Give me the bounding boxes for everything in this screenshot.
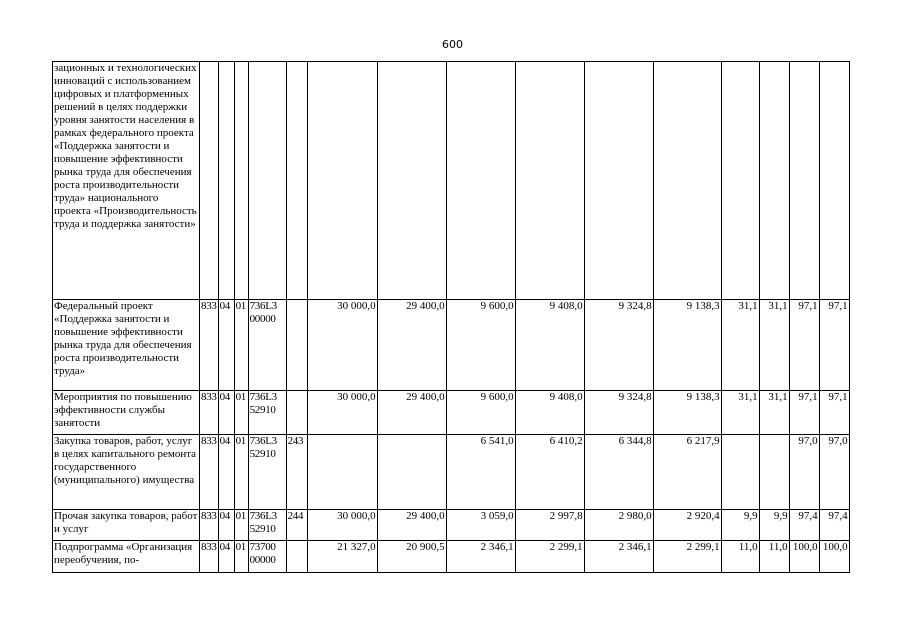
cell-v6: 6 217,9 xyxy=(653,435,721,510)
cell-vr xyxy=(286,300,307,391)
cell-pr: 01 xyxy=(234,541,248,573)
cell-vr xyxy=(286,391,307,435)
cell-csr: 736L3 52910 xyxy=(248,391,286,435)
cell-vr: 244 xyxy=(286,510,307,541)
cell-v5 xyxy=(584,62,653,300)
table-row xyxy=(53,391,850,435)
cell-v6: 9 138,3 xyxy=(653,391,721,435)
cell-v6 xyxy=(653,62,721,300)
cell-v2 xyxy=(377,62,446,300)
table-row xyxy=(53,300,850,391)
cell-p1: 11,0 xyxy=(721,541,759,573)
cell-p3: 97,0 xyxy=(789,435,819,510)
cell-v5: 2 346,1 xyxy=(584,541,653,573)
cell-v2 xyxy=(377,435,446,510)
cell-p4: 97,4 xyxy=(819,510,849,541)
cell-v4: 2 299,1 xyxy=(515,541,584,573)
cell-p2 xyxy=(759,62,789,300)
cell-p3: 97,1 xyxy=(789,391,819,435)
cell-pr: 01 xyxy=(234,510,248,541)
cell-v1: 30 000,0 xyxy=(307,300,377,391)
cell-p1: 31,1 xyxy=(721,391,759,435)
cell-gr xyxy=(200,62,219,300)
table-row xyxy=(53,62,850,300)
cell-p3 xyxy=(789,62,819,300)
cell-v1: 21 327,0 xyxy=(307,541,377,573)
cell-p4: 97,0 xyxy=(819,435,849,510)
row-name: Закупка товаров, работ, услуг в целях капитального ремонта государственного (муниципального) имущества xyxy=(53,435,200,510)
cell-v4: 2 997,8 xyxy=(515,510,584,541)
cell-p1: 31,1 xyxy=(721,300,759,391)
cell-v1 xyxy=(307,62,377,300)
cell-csr: 736L3 52910 xyxy=(248,435,286,510)
cell-pr: 01 xyxy=(234,435,248,510)
cell-v2: 29 400,0 xyxy=(377,391,446,435)
cell-p3: 100,0 xyxy=(789,541,819,573)
cell-rz: 04 xyxy=(218,541,234,573)
table-row xyxy=(53,435,850,510)
cell-v3 xyxy=(446,62,515,300)
cell-csr: 736L3 00000 xyxy=(248,300,286,391)
row-name: Федеральный проект «Поддержка занятости и повышение эффективности рынка труда для обеспечения роста производительности труда» xyxy=(53,300,200,391)
cell-v1: 30 000,0 xyxy=(307,391,377,435)
cell-v1: 30 000,0 xyxy=(307,510,377,541)
cell-gr: 833 xyxy=(200,391,219,435)
cell-p1: 9,9 xyxy=(721,510,759,541)
cell-rz: 04 xyxy=(218,300,234,391)
cell-v5: 2 980,0 xyxy=(584,510,653,541)
cell-p2: 31,1 xyxy=(759,391,789,435)
cell-v2: 20 900,5 xyxy=(377,541,446,573)
table-row xyxy=(53,510,850,541)
cell-p4: 100,0 xyxy=(819,541,849,573)
cell-vr xyxy=(286,62,307,300)
row-name: Прочая закупка товаров, работ и услуг xyxy=(53,510,200,541)
cell-pr: 01 xyxy=(234,300,248,391)
cell-p2: 31,1 xyxy=(759,300,789,391)
cell-v1 xyxy=(307,435,377,510)
cell-pr xyxy=(234,62,248,300)
cell-v6: 2 920,4 xyxy=(653,510,721,541)
cell-p3: 97,4 xyxy=(789,510,819,541)
cell-rz: 04 xyxy=(218,435,234,510)
cell-p4: 97,1 xyxy=(819,300,849,391)
table-row xyxy=(53,541,850,573)
cell-p1 xyxy=(721,62,759,300)
cell-p4 xyxy=(819,62,849,300)
cell-v3: 9 600,0 xyxy=(446,300,515,391)
cell-v2: 29 400,0 xyxy=(377,300,446,391)
cell-pr: 01 xyxy=(234,391,248,435)
cell-p4: 97,1 xyxy=(819,391,849,435)
cell-v6: 9 138,3 xyxy=(653,300,721,391)
cell-v3: 2 346,1 xyxy=(446,541,515,573)
cell-gr: 833 xyxy=(200,435,219,510)
cell-csr xyxy=(248,62,286,300)
cell-p2: 11,0 xyxy=(759,541,789,573)
cell-gr: 833 xyxy=(200,510,219,541)
budget-table xyxy=(52,61,850,573)
cell-gr: 833 xyxy=(200,541,219,573)
page-number: 600 xyxy=(442,38,463,51)
cell-v5: 6 344,8 xyxy=(584,435,653,510)
cell-v6: 2 299,1 xyxy=(653,541,721,573)
cell-gr: 833 xyxy=(200,300,219,391)
cell-p2 xyxy=(759,435,789,510)
row-name: зационных и технологических инноваций с использованием цифровых и платформенных решений в целях поддержки уровня занятости населения в рамках федерального проекта «Поддержка занятости и повышение эффективности рынка труда для обеспечения роста производительности труда» национального проекта «Производительность труда и поддержка занятости» xyxy=(53,62,200,300)
row-name: Подпрограмма «Организация переобучения, по- xyxy=(53,541,200,573)
cell-v3: 6 541,0 xyxy=(446,435,515,510)
cell-v5: 9 324,8 xyxy=(584,300,653,391)
row-name: Мероприятия по повышению эффективности службы занятости xyxy=(53,391,200,435)
cell-v4: 9 408,0 xyxy=(515,300,584,391)
cell-rz xyxy=(218,62,234,300)
cell-p3: 97,1 xyxy=(789,300,819,391)
cell-v2: 29 400,0 xyxy=(377,510,446,541)
cell-csr: 73700 00000 xyxy=(248,541,286,573)
cell-rz: 04 xyxy=(218,391,234,435)
cell-p1 xyxy=(721,435,759,510)
cell-v5: 9 324,8 xyxy=(584,391,653,435)
cell-vr xyxy=(286,541,307,573)
cell-v4: 9 408,0 xyxy=(515,391,584,435)
cell-rz: 04 xyxy=(218,510,234,541)
cell-vr: 243 xyxy=(286,435,307,510)
cell-v3: 3 059,0 xyxy=(446,510,515,541)
cell-v3: 9 600,0 xyxy=(446,391,515,435)
cell-v4: 6 410,2 xyxy=(515,435,584,510)
cell-p2: 9,9 xyxy=(759,510,789,541)
cell-v4 xyxy=(515,62,584,300)
cell-csr: 736L3 52910 xyxy=(248,510,286,541)
